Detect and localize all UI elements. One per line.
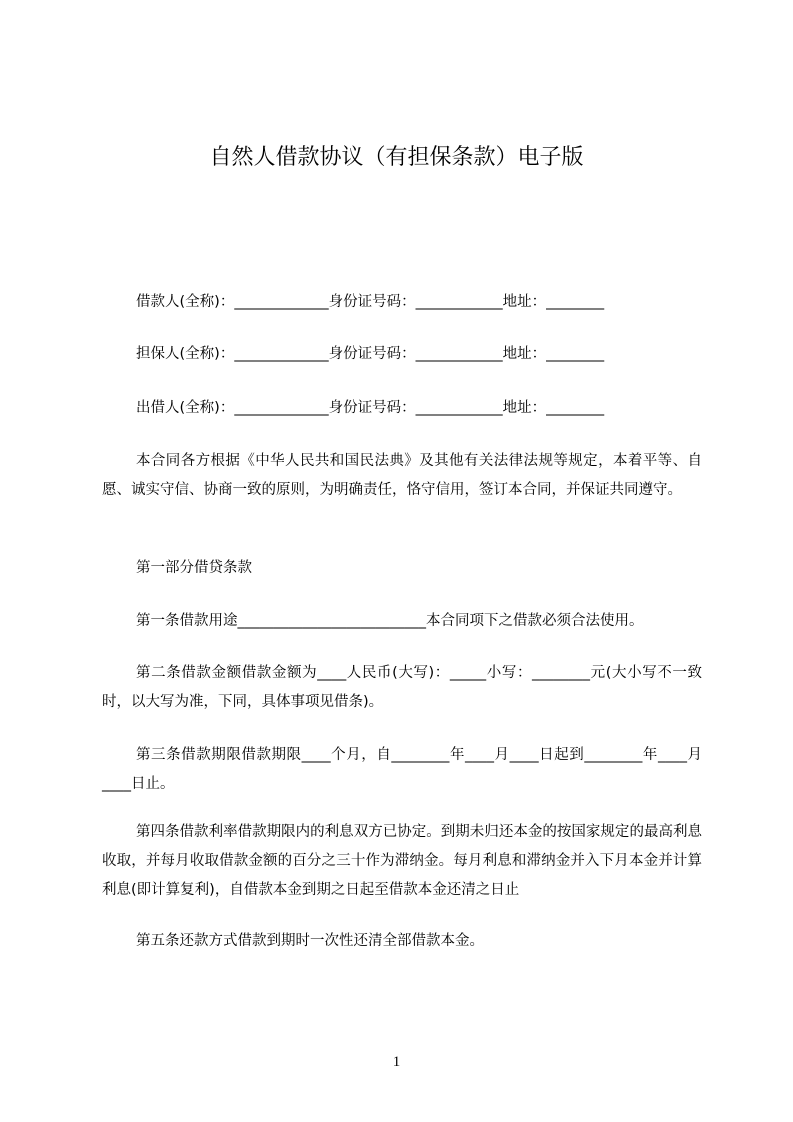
page-number: 1 (392, 1054, 401, 1070)
clause-3: 第三条借款期限借款期限____个月，自________年____月____日起到________年____月____日止。 (102, 747, 702, 792)
clause-4: 第四条借款利率借款期限内的利息双方已协定。到期未归还本金的按国家规定的最高利息收取，并每月收取借款金额的百分之三十作为滞纳金。每月利息和滞纳金并入下月本金并计算利息(即计算复利)，自借款本金到期之日起至借款本金还清之日止 (102, 824, 702, 898)
lender-line: 出借人(全称)：_____________身份证号码：____________地址：________ (136, 400, 605, 416)
document-title: 自然人借款协议（有担保条款）电子版 (209, 145, 584, 170)
clause-5: 第五条还款方式借款到期时一次性还清全部借款本金。 (136, 933, 484, 949)
clause-2: 第二条借款金额借款金额为____人民币(大写)：_____小写：________元(大小写不一致时，以大写为准，下同，具体事项见借条)。 (102, 665, 702, 710)
clause-1: 第一条借款用途__________________________本合同项下之借款必须合法使用。 (136, 613, 644, 629)
borrower-line: 借款人(全称)：_____________身份证号码：____________地址：________ (136, 294, 605, 310)
guarantor-line: 担保人(全称)：_____________身份证号码：____________地址：________ (136, 346, 605, 362)
section-heading: 第一部分借贷条款 (136, 560, 252, 576)
preamble-paragraph: 本合同各方根据《中华人民共和国民法典》及其他有关法律法规等规定，本着平等、自愿、诚实守信、协商一致的原则，为明确责任，恪守信用，签订本合同，并保证共同遵守。 (102, 453, 702, 498)
